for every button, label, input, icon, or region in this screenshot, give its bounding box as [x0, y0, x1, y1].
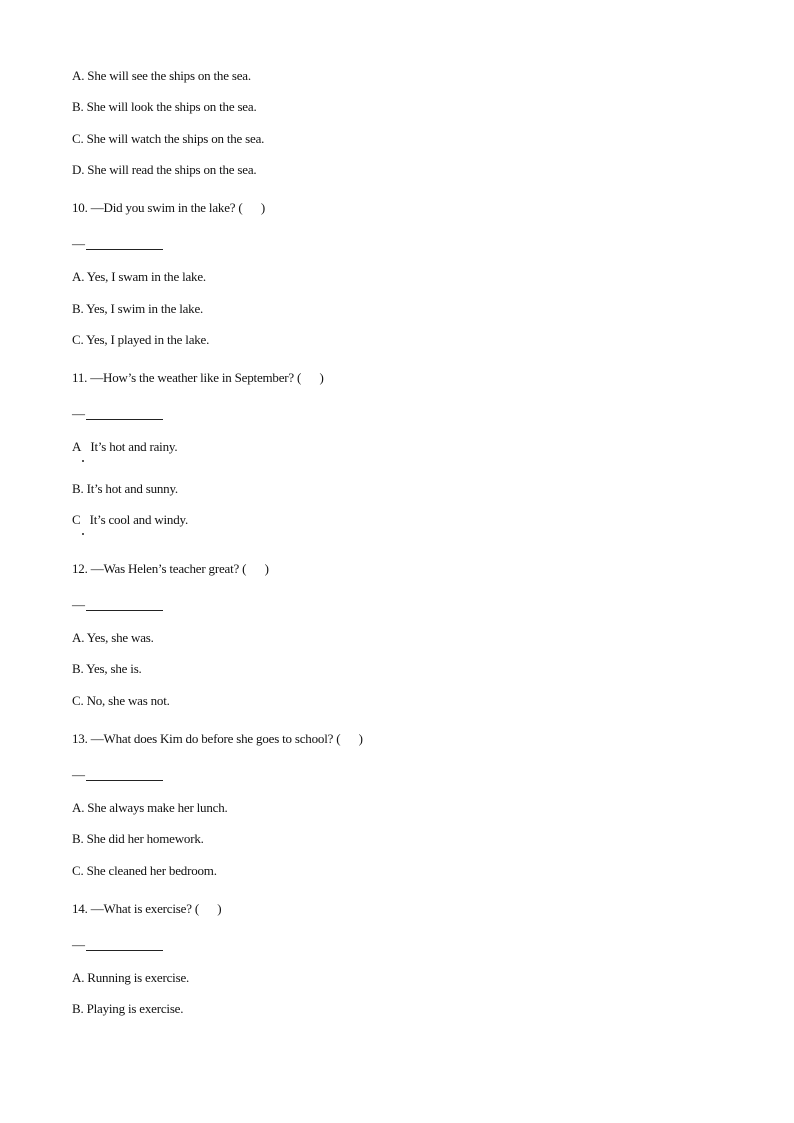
answer-underline	[86, 419, 163, 420]
q13-option-c: C. She cleaned her bedroom.	[72, 863, 217, 878]
q11-option-a: A It’s hot and rainy.	[72, 439, 178, 454]
q14-option-a: A. Running is exercise.	[72, 970, 190, 985]
q13-answer-blank[interactable]	[72, 767, 192, 783]
q12-question: 12. —Was Helen’s teacher great? ( )	[72, 561, 269, 576]
q9-option-d: D. She will read the ships on the sea.	[72, 162, 257, 177]
q10-question: 10. —Did you swim in the lake? ( )	[72, 200, 265, 215]
q10-option-a: A. Yes, I swam in the lake.	[72, 269, 206, 284]
q10-option-b: B. Yes, I swim in the lake.	[72, 301, 204, 316]
q12-option-b: B. Yes, she is.	[72, 661, 142, 676]
q12-option-a: A. Yes, she was.	[72, 630, 154, 645]
q14-question: 14. —What is exercise? ( )	[72, 901, 222, 916]
answer-underline	[86, 249, 163, 250]
q11-option-b: B. It’s hot and sunny.	[72, 481, 178, 496]
answer-dash: —	[72, 236, 85, 251]
q11-answer-blank[interactable]	[72, 406, 192, 422]
q11-question: 11. —How’s the weather like in September? ( )	[72, 370, 324, 385]
q13-option-b: B. She did her homework.	[72, 831, 204, 846]
q14-answer-blank[interactable]	[72, 937, 192, 953]
q13-option-a: A. She always make her lunch.	[72, 800, 228, 815]
answer-underline	[86, 610, 163, 611]
option-dot-mark	[82, 460, 84, 462]
q12-option-c: C. No, she was not.	[72, 693, 170, 708]
answer-dash: —	[72, 767, 85, 782]
q9-option-b: B. She will look the ships on the sea.	[72, 99, 257, 114]
q11-option-c: C It’s cool and windy.	[72, 512, 189, 527]
answer-dash: —	[72, 937, 85, 952]
answer-dash: —	[72, 597, 85, 612]
q9-option-a: A. She will see the ships on the sea.	[72, 68, 251, 83]
answer-underline	[86, 950, 163, 951]
q9-option-c: C. She will watch the ships on the sea.	[72, 131, 265, 146]
q10-answer-blank[interactable]	[72, 236, 192, 252]
q10-option-c: C. Yes, I played in the lake.	[72, 332, 210, 347]
q12-answer-blank[interactable]	[72, 597, 192, 613]
answer-dash: —	[72, 406, 85, 421]
answer-underline	[86, 780, 163, 781]
q13-question: 13. —What does Kim do before she goes to school? ( )	[72, 731, 363, 746]
option-dot-mark	[82, 533, 84, 535]
q14-option-b: B. Playing is exercise.	[72, 1001, 184, 1016]
